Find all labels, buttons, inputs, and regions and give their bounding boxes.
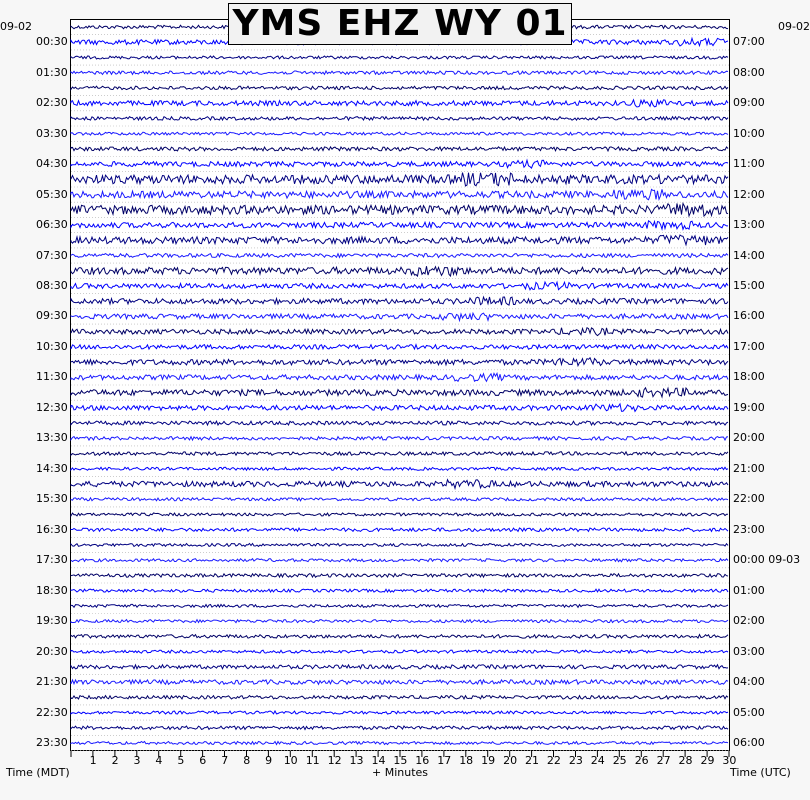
x-tick-label: 18 (459, 754, 474, 767)
x-tick-label: 26 (634, 754, 649, 767)
x-tick-label: 16 (415, 754, 430, 767)
seismic-trace (71, 173, 728, 186)
right-time-label: 07:00 (733, 35, 765, 49)
seismic-trace (71, 742, 728, 745)
seismic-trace (71, 421, 728, 425)
right-time-label: 05:00 (733, 705, 765, 719)
right-time-label: 02:00 (733, 614, 765, 628)
left-time-label: 17:30 (36, 553, 68, 567)
right-time-label: 15:00 (733, 279, 765, 292)
y-axis-label-left: Time (MDT) (6, 766, 70, 779)
chart-title: YMS EHZ WY 01 (232, 3, 568, 44)
x-tick-label: 22 (546, 754, 561, 767)
seismic-trace (71, 404, 728, 412)
left-time-label: 05:30 (36, 187, 68, 201)
seismic-trace (71, 467, 728, 470)
left-time-label: 12:30 (36, 400, 68, 414)
right-time-label: 18:00 (733, 370, 765, 384)
right-time-label: 03:00 (733, 644, 765, 658)
seismic-trace (71, 56, 728, 59)
right-time-label: 06:00 (733, 736, 765, 749)
x-tick-label: 7 (221, 754, 229, 767)
right-time-label: 11:00 (733, 157, 765, 171)
seismic-trace (71, 297, 728, 305)
seismic-trace (71, 680, 728, 685)
x-tick-label: 3 (133, 754, 141, 767)
right-time-label: 10:00 (733, 126, 765, 140)
seismic-trace (71, 328, 728, 336)
x-tick-label: 2 (111, 754, 119, 767)
x-tick-label: 21 (525, 754, 539, 767)
seismic-trace (71, 266, 728, 276)
left-time-label: 15:30 (36, 492, 68, 506)
right-time-label: 00:00 09-03 (733, 553, 801, 567)
left-time-label: 06:30 (36, 218, 68, 231)
x-tick-label: 20 (503, 754, 518, 767)
x-tick-label: 6 (199, 754, 207, 767)
seismic-trace (71, 452, 728, 456)
seismic-trace (71, 282, 728, 290)
x-tick-label: 30 (722, 754, 737, 767)
right-time-label: 09:00 (733, 96, 765, 110)
x-tick-label: 4 (155, 754, 163, 767)
seismic-trace (71, 204, 728, 217)
left-time-label: 13:30 (36, 431, 68, 445)
x-tick-label: 28 (678, 754, 693, 767)
left-time-label: 22:30 (36, 705, 68, 719)
seismic-trace (71, 528, 728, 532)
left-time-label: 01:30 (36, 65, 68, 79)
seismic-trace (71, 544, 728, 547)
left-time-label: 04:30 (36, 157, 68, 171)
seismic-trace (71, 117, 728, 121)
x-tick-label: 1 (89, 754, 97, 767)
left-time-label: 09:30 (36, 309, 68, 323)
seismic-trace (71, 604, 728, 607)
left-time-label: 23:30 (36, 736, 68, 749)
left-time-label: 21:30 (36, 675, 68, 689)
x-tick-label: 5 (177, 754, 185, 767)
x-axis-label: + Minutes (372, 766, 429, 779)
right-time-label: 23:00 (733, 522, 765, 536)
seismic-trace (71, 100, 728, 107)
x-tick-label: 19 (481, 754, 496, 767)
x-tick-label: 10 (283, 754, 298, 767)
x-tick-label: 15 (393, 754, 408, 767)
x-tick-label: 23 (568, 754, 583, 767)
left-time-label: 03:30 (36, 126, 68, 140)
left-time-label: 07:30 (36, 248, 68, 262)
right-time-label: 16:00 (733, 309, 765, 323)
seismic-trace (71, 373, 728, 381)
seismic-trace (71, 358, 728, 366)
seismic-trace (71, 498, 728, 501)
seismic-trace (71, 254, 728, 258)
right-time-label: 08:00 (733, 65, 765, 79)
right-time-label: 22:00 (733, 492, 765, 506)
right-time-label: 04:00 (733, 675, 765, 689)
x-tick-label: 11 (305, 754, 320, 767)
x-tick-label: 17 (437, 754, 452, 767)
left-time-label: 02:30 (36, 96, 68, 110)
seismic-trace (71, 696, 728, 699)
title-box (228, 3, 572, 45)
seismic-trace (71, 726, 728, 730)
x-tick-label: 13 (349, 754, 364, 767)
x-tick-label: 14 (371, 754, 386, 767)
left-time-label: 11:30 (36, 370, 68, 384)
left-time-label: 08:30 (36, 279, 68, 292)
seismic-trace (71, 86, 728, 90)
left-time-label: 16:30 (36, 522, 68, 536)
date-right: 09-02 (778, 20, 810, 33)
left-time-label: 18:30 (36, 583, 68, 597)
right-time-label: 01:00 (733, 583, 765, 597)
seismic-trace (71, 635, 728, 639)
left-time-label: 20:30 (36, 644, 68, 658)
x-tick-label: 9 (265, 754, 273, 767)
left-time-label: 19:30 (36, 614, 68, 628)
left-time-label: 00:30 (36, 35, 68, 49)
seismic-trace (71, 235, 728, 245)
right-time-label: 12:00 (733, 187, 765, 201)
right-time-label: 21:00 (733, 461, 765, 475)
seismic-trace (71, 711, 728, 714)
x-tick-label: 29 (700, 754, 715, 767)
right-time-label: 14:00 (733, 248, 765, 262)
seismic-trace (71, 665, 728, 669)
seismic-trace (71, 574, 728, 578)
right-time-label: 20:00 (733, 431, 765, 445)
seismic-trace (71, 132, 728, 135)
seismic-trace (71, 345, 728, 350)
seismic-trace (71, 480, 728, 489)
seismic-trace (71, 147, 728, 151)
seismic-trace (71, 559, 728, 562)
x-tick-label: 25 (612, 754, 627, 767)
y-axis-label-right: Time (UTC) (730, 766, 791, 779)
left-time-label: 10:30 (36, 339, 68, 353)
seismic-trace (71, 620, 728, 623)
seismic-trace (71, 160, 728, 168)
date-left: 09-02 (0, 20, 32, 33)
seismic-trace (71, 513, 728, 516)
seismic-trace (71, 313, 728, 320)
left-time-label: 14:30 (36, 461, 68, 475)
right-time-label: 19:00 (733, 400, 765, 414)
seismic-trace (71, 388, 728, 397)
seismic-trace (71, 189, 728, 199)
x-tick-label: 27 (656, 754, 671, 767)
right-time-label: 17:00 (733, 339, 765, 353)
seismic-trace (71, 71, 728, 74)
x-tick-label: 8 (243, 754, 251, 767)
right-time-label: 13:00 (733, 218, 765, 231)
seismic-trace (71, 221, 728, 230)
x-tick-label: 24 (590, 754, 605, 767)
x-tick-label: 12 (327, 754, 342, 767)
seismic-trace (71, 437, 728, 441)
seismic-trace (71, 650, 728, 653)
seismic-trace (71, 589, 728, 592)
